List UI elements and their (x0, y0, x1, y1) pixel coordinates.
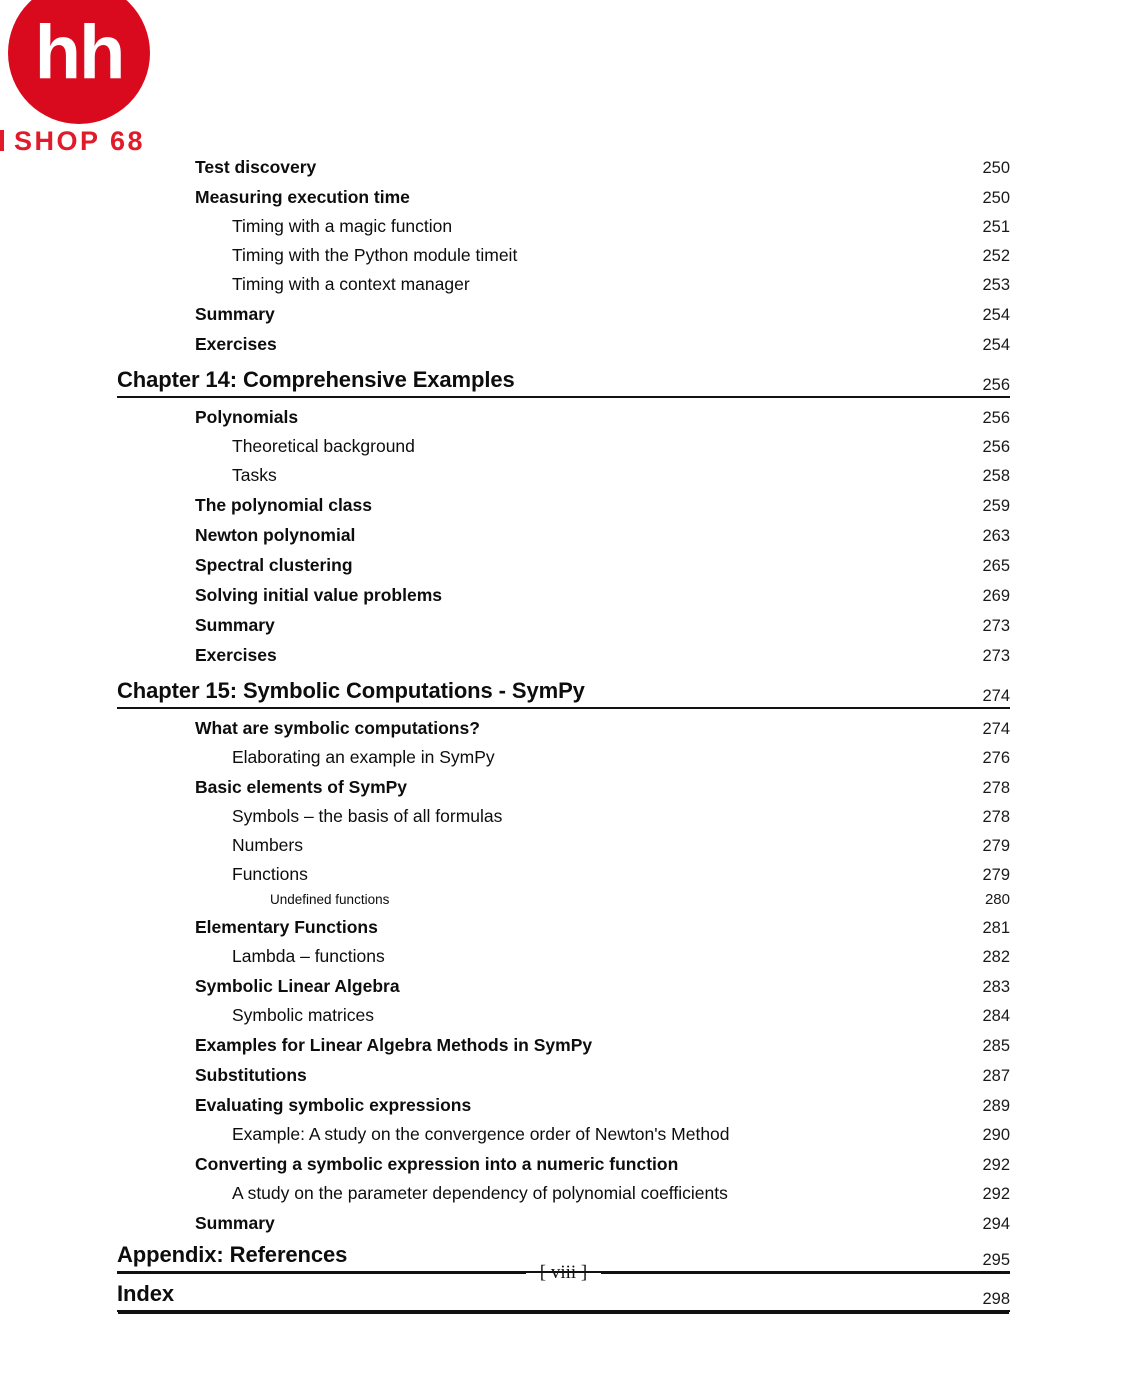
toc-entry-label: Polynomials (195, 407, 299, 427)
toc-entry-row[interactable] (117, 436, 1010, 457)
toc-entry-row[interactable] (117, 946, 1010, 967)
toc-entry-label: Summary (195, 1213, 275, 1233)
toc-page-number: 254 (982, 336, 1010, 354)
toc-page-number: 289 (982, 1097, 1010, 1115)
logo-clipped-glyph-sliver (0, 130, 4, 151)
toc-entry-label: Evaluating symbolic expressions (195, 1095, 472, 1115)
toc-entry-label: The polynomial class (195, 495, 372, 515)
toc-page-number: 256 (982, 438, 1010, 456)
toc-page-number: 295 (982, 1251, 1010, 1269)
toc-entry-row[interactable] (117, 334, 1010, 355)
toc-entry-row[interactable] (117, 245, 1010, 266)
toc-entry-label: Symbolic Linear Algebra (195, 976, 400, 996)
toc-entry-row[interactable] (117, 495, 1010, 516)
toc-entry-label: Chapter 14: Comprehensive Examples (117, 367, 515, 392)
toc-entry-row[interactable] (117, 407, 1010, 428)
toc-page-number: 250 (982, 189, 1010, 207)
toc-entry-row[interactable] (117, 917, 1010, 938)
footer-rule-right (601, 1272, 1010, 1274)
toc-entry-label: Summary (195, 304, 275, 324)
toc-page-number: 265 (982, 557, 1010, 575)
toc-entry-row[interactable] (117, 615, 1010, 636)
toc-entry-label: Lambda – functions (232, 946, 385, 966)
toc-page-number: 276 (982, 749, 1010, 767)
table-of-contents (117, 148, 1010, 1312)
toc-chapter-row[interactable] (117, 678, 1010, 709)
toc-entry-row[interactable] (117, 216, 1010, 237)
toc-entry-label: Summary (195, 615, 275, 635)
toc-entry-row[interactable] (117, 157, 1010, 178)
toc-entry-row[interactable] (117, 304, 1010, 325)
toc-entry-label: Symbolic matrices (232, 1005, 374, 1025)
toc-entry-label: Numbers (232, 835, 303, 855)
toc-page-number: 259 (982, 497, 1010, 515)
toc-entry-label: Spectral clustering (195, 555, 353, 575)
toc-entry-label: Tasks (232, 465, 277, 485)
toc-entry-label: Timing with a magic function (232, 216, 453, 236)
shop68-watermark-logo (0, 0, 175, 160)
toc-entry-label: Symbols – the basis of all formulas (232, 806, 503, 826)
toc-entry-row[interactable] (117, 835, 1010, 856)
toc-entry-label: Basic elements of SymPy (195, 777, 408, 797)
toc-entry-row[interactable] (117, 1124, 1010, 1145)
toc-page-number: 256 (982, 409, 1010, 427)
toc-page-number: 274 (982, 720, 1010, 738)
toc-page-number: 294 (982, 1215, 1010, 1233)
toc-entry-label: Timing with the Python module timeit (232, 245, 518, 265)
toc-entry-row[interactable] (117, 585, 1010, 606)
toc-entry-label: Timing with a context manager (232, 274, 470, 294)
toc-entry-row[interactable] (117, 1035, 1010, 1056)
toc-entry-label: Substitutions (195, 1065, 307, 1085)
toc-page-number: 282 (982, 948, 1010, 966)
toc-entry-label: Undefined functions (270, 892, 390, 907)
toc-entry-row[interactable] (117, 1213, 1010, 1234)
toc-entry-label: Newton polynomial (195, 525, 356, 545)
toc-entry-row[interactable] (117, 976, 1010, 997)
page-footer (117, 1262, 1010, 1284)
toc-entry-label: Examples for Linear Algebra Methods in SymPy (195, 1035, 593, 1055)
toc-entry-label: Solving initial value problems (195, 585, 442, 605)
toc-page-number: 281 (982, 919, 1010, 937)
toc-page-number: 287 (982, 1067, 1010, 1085)
toc-page-number: 250 (982, 159, 1010, 177)
toc-page-number: 284 (982, 1007, 1010, 1025)
toc-entry-row[interactable] (117, 864, 1010, 885)
toc-entry-label: Appendix: References (117, 1242, 348, 1267)
toc-chapter-row[interactable] (117, 1281, 1010, 1312)
toc-entry-row[interactable] (117, 891, 1010, 908)
toc-page-number: 273 (982, 617, 1010, 635)
toc-entry-row[interactable] (117, 465, 1010, 486)
toc-entry-label: Functions (232, 864, 308, 884)
logo-hh-monogram: hh (34, 10, 124, 95)
toc-page-number: 292 (982, 1185, 1010, 1203)
toc-entry-row[interactable] (117, 187, 1010, 208)
toc-entry-row[interactable] (117, 274, 1010, 295)
toc-entry-label: Theoretical background (232, 436, 415, 456)
toc-page-number: 251 (982, 218, 1010, 236)
toc-page-number: 278 (982, 779, 1010, 797)
toc-entry-row[interactable] (117, 555, 1010, 576)
toc-entry-row[interactable] (117, 1154, 1010, 1175)
toc-page-number: 256 (982, 376, 1010, 394)
toc-page-number: 285 (982, 1037, 1010, 1055)
toc-entry-row[interactable] (117, 718, 1010, 739)
toc-entry-row[interactable] (117, 777, 1010, 798)
toc-entry-label: Chapter 15: Symbolic Computations - SymPy (117, 678, 585, 703)
toc-page-number: 258 (982, 467, 1010, 485)
toc-page-number: 292 (982, 1156, 1010, 1174)
toc-entry-row[interactable] (117, 747, 1010, 768)
toc-entry-label: Example: A study on the convergence order of Newton's Method (232, 1124, 730, 1144)
footer-rule-left (117, 1272, 526, 1274)
toc-entry-row[interactable] (117, 525, 1010, 546)
toc-page-number: 274 (982, 687, 1010, 705)
toc-page-number: 273 (982, 647, 1010, 665)
toc-entry-label: Elementary Functions (195, 917, 378, 937)
toc-page-number: 269 (982, 587, 1010, 605)
toc-page-number: 283 (982, 978, 1010, 996)
toc-page-number: 280 (984, 891, 1010, 908)
toc-entry-label: Index (117, 1281, 174, 1306)
toc-page-number: 279 (982, 866, 1010, 884)
toc-entry-row[interactable] (117, 806, 1010, 827)
toc-page-number: 263 (982, 527, 1010, 545)
toc-entry-row[interactable] (117, 645, 1010, 666)
toc-entry-row[interactable] (117, 1065, 1010, 1086)
toc-entry-label: Measuring execution time (195, 187, 410, 207)
toc-entry-label: Test discovery (195, 157, 317, 177)
toc-page-number: 253 (982, 276, 1010, 294)
logo-wordmark: SHOP 68 (14, 126, 146, 156)
toc-page-number: 252 (982, 247, 1010, 265)
toc-page-number: 279 (982, 837, 1010, 855)
toc-entry-label: Elaborating an example in SymPy (232, 747, 495, 767)
toc-page-number: 298 (982, 1290, 1010, 1308)
toc-entry-row[interactable] (117, 1005, 1010, 1026)
toc-entry-row[interactable] (117, 1183, 1010, 1204)
toc-page-number: 278 (982, 808, 1010, 826)
toc-chapter-row[interactable] (117, 367, 1010, 398)
toc-entry-label: Converting a symbolic expression into a numeric function (195, 1154, 679, 1174)
toc-entry-label: Exercises (195, 334, 277, 354)
toc-entry-row[interactable] (117, 1095, 1010, 1116)
toc-entry-label: A study on the parameter dependency of polynomial coefficients (232, 1183, 728, 1203)
toc-page-number: 254 (982, 306, 1010, 324)
page-number: [ viii ] (539, 1262, 588, 1283)
toc-entry-label: What are symbolic computations? (195, 718, 480, 738)
toc-entry-label: Exercises (195, 645, 277, 665)
toc-page-number: 290 (982, 1126, 1010, 1144)
